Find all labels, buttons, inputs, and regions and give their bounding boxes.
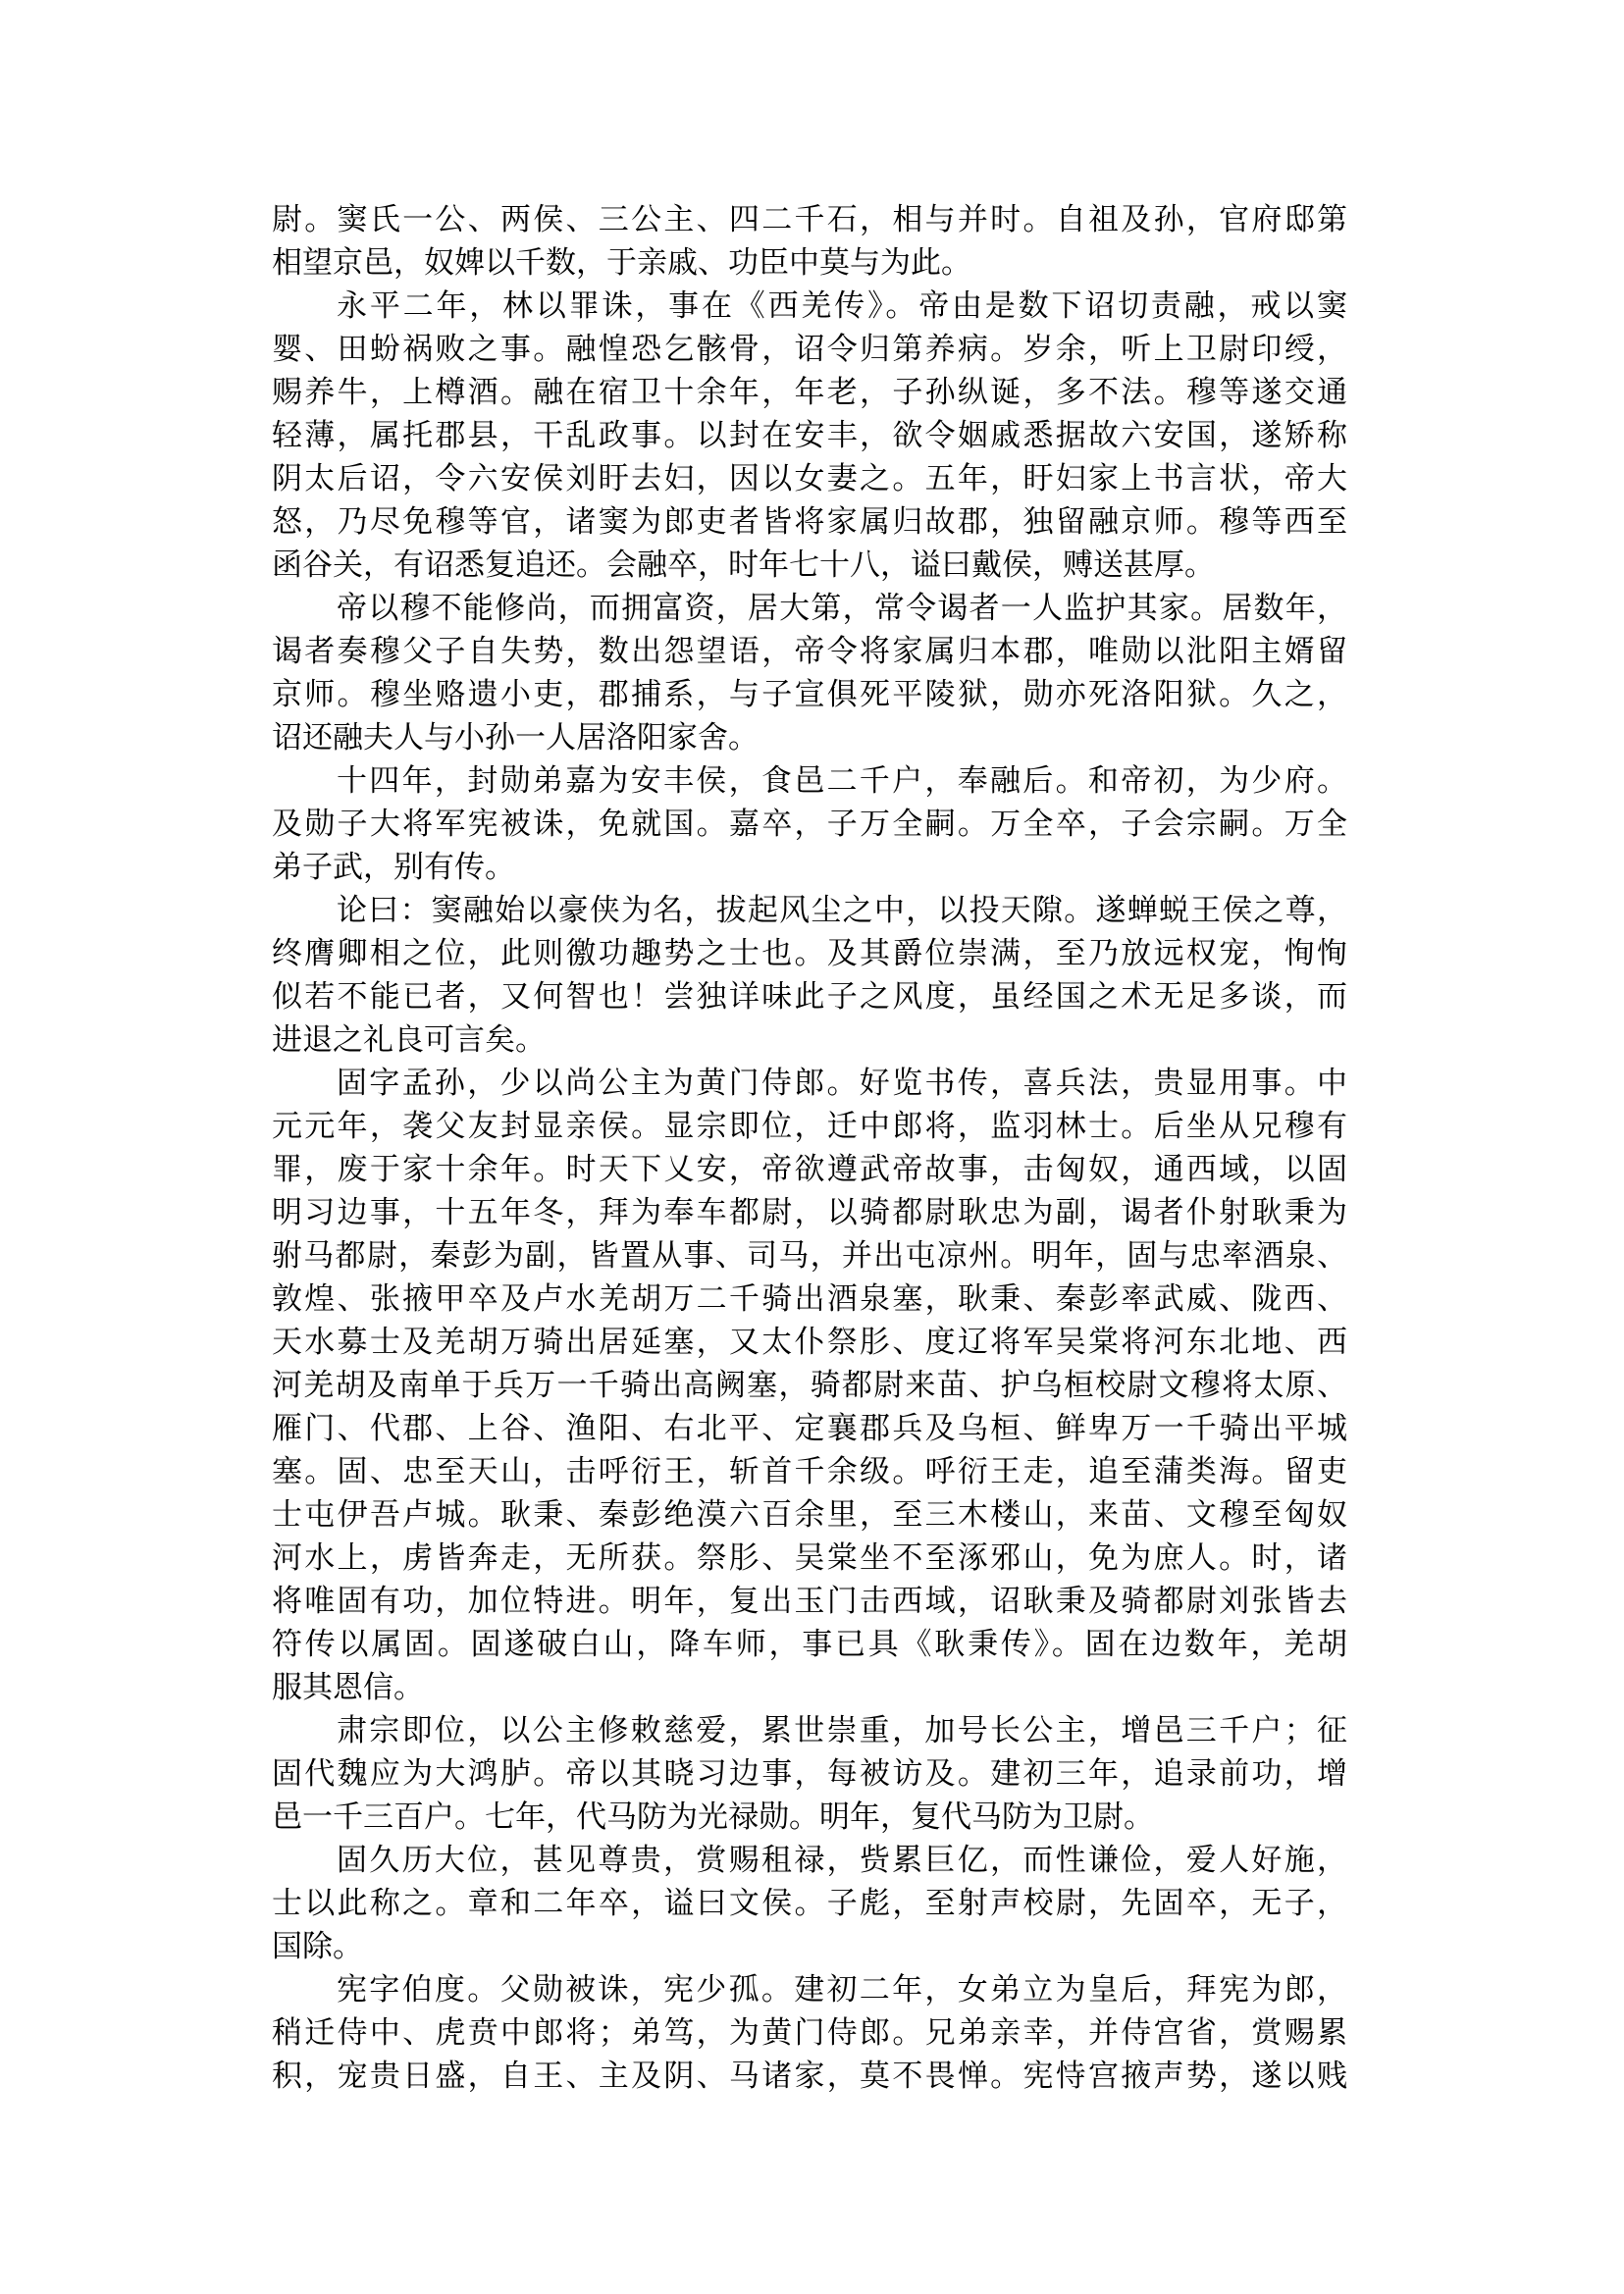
- text-line: 尉。窦氏一公、两侯、三公主、四二千石，相与并时。自祖及孙，官府邸第: [272, 202, 1347, 236]
- text-line: 天水募士及羌胡万骑出居延塞，又太仆祭肜、度辽将军吴棠将河东北地、西: [272, 1325, 1347, 1359]
- text-line: 积，宠贵日盛，自王、主及阴、马诸家，莫不畏惮。宪恃宫掖声势，遂以贱: [272, 2059, 1347, 2093]
- text-line: 将唯固有功，加位特进。明年，复出玉门击西域，诏耿秉及骑都尉刘张皆去: [272, 1584, 1347, 1618]
- text-line: 京师。穆坐赂遗小吏，郡捕系，与子宣俱死平陵狱，勋亦死洛阳狱。久之，: [272, 677, 1347, 711]
- text-line: 明习边事，十五年冬，拜为奉车都尉，以骑都尉耿忠为副，谒者仆射耿秉为: [272, 1195, 1347, 1229]
- text-line: 河羌胡及南单于兵万一千骑出高阙塞，骑都尉来苗、护乌桓校尉文穆将太原、: [272, 1368, 1347, 1402]
- text-line: 符传以属固。固遂破白山，降车师，事已具《耿秉传》。固在边数年，羌胡: [272, 1627, 1347, 1661]
- text-line: 塞。固、忠至天山，击呼衍王，斩首千余级。呼衍王走，追至蒲类海。留吏: [272, 1454, 1347, 1488]
- text-line: 诏还融夫人与小孙一人居洛阳家舍。: [272, 720, 759, 755]
- text-line: 函谷关，有诏悉复追还。会融卒，时年七十八，谥曰戴侯，赙送甚厚。: [272, 547, 1215, 582]
- text-line: 弟子武，别有传。: [272, 850, 515, 884]
- text-line: 帝以穆不能修尚，而拥富资，居大第，常令谒者一人监护其家。居数年，: [337, 591, 1347, 625]
- text-line: 元元年，袭父友封显亲侯。显宗即位，迁中郎将，监羽林士。后坐从兄穆有: [272, 1109, 1347, 1143]
- text-line: 固字孟孙，少以尚公主为黄门侍郎。好览书传，喜兵法，贵显用事。中: [337, 1066, 1347, 1100]
- text-line: 十四年，封勋弟嘉为安丰侯，食邑二千户，奉融后。和帝初，为少府。: [337, 763, 1347, 798]
- text-line: 谒者奏穆父子自失势，数出怨望语，帝令将家属归本郡，唯勋以沘阳主婿留: [272, 634, 1347, 668]
- text-line: 轻薄，属托郡县，干乱政事。以封在安丰，欲令姻戚悉据故六安国，遂矫称: [272, 418, 1347, 452]
- text-line: 罪，废于家十余年。时天下乂安，帝欲遵武帝故事，击匈奴，通西域，以固: [272, 1152, 1347, 1186]
- text-line: 怒，乃尽免穆等官，诸窦为郎吏者皆将家属归故郡，独留融京师。穆等西至: [272, 504, 1347, 539]
- text-line: 赐养牛，上樽酒。融在宿卫十余年，年老，子孙纵诞，多不法。穆等遂交通: [272, 375, 1347, 409]
- text-line: 及勋子大将军宪被诛，免就国。嘉卒，子万全嗣。万全卒，子会宗嗣。万全: [272, 807, 1347, 841]
- text-line: 终膺卿相之位，此则徼功趣势之士也。及其爵位崇满，至乃放远权宠，恂恂: [272, 936, 1347, 970]
- text-line: 相望京邑，奴婢以千数，于亲戚、功臣中莫与为此。: [272, 245, 971, 280]
- text-line: 肃宗即位，以公主修敕慈爱，累世崇重，加号长公主，增邑三千户；征: [337, 1713, 1347, 1747]
- text-line: 服其恩信。: [272, 1670, 424, 1704]
- text-line: 敦煌、张掖甲卒及卢水羌胡万二千骑出酒泉塞，耿秉、秦彭率武威、陇西、: [272, 1281, 1347, 1316]
- text-line: 稍迁侍中、虎贲中郎将；弟笃，为黄门侍郎。兄弟亲幸，并侍宫省，赏赐累: [272, 2015, 1347, 2050]
- text-line: 雁门、代郡、上谷、渔阳、右北平、定襄郡兵及乌桓、鲜卑万一千骑出平城: [272, 1411, 1347, 1445]
- text-line: 婴、田蚡祸败之事。融惶恐乞骸骨，诏令归第养病。岁余，听上卫尉印绶，: [272, 332, 1347, 366]
- text-line: 固久历大位，甚见尊贵，赏赐租禄，赀累巨亿，而性谦俭，爱人好施，: [337, 1843, 1347, 1877]
- text-line: 宪字伯度。父勋被诛，宪少孤。建初二年，女弟立为皇后，拜宪为郎，: [337, 1972, 1347, 2007]
- text-line: 阴太后诏，令六安侯刘盱去妇，因以女妻之。五年，盱妇家上书言状，帝大: [272, 461, 1347, 495]
- text-line: 士屯伊吾卢城。耿秉、秦彭绝漠六百余里，至三木楼山，来苗、文穆至匈奴: [272, 1497, 1347, 1532]
- text-line: 驸马都尉，秦彭为副，皆置从事、司马，并出屯凉州。明年，固与忠率酒泉、: [272, 1238, 1347, 1273]
- page-text: [272, 198, 1347, 2098]
- text-line: 邑一千三百户。七年，代马防为光禄勋。明年，复代马防为卫尉。: [272, 1799, 1154, 1834]
- text-line: 永平二年，林以罪诛，事在《西羌传》。帝由是数下诏切责融，戒以窦: [337, 288, 1347, 323]
- text-line: 国除。: [272, 1929, 363, 1963]
- text-line: 进退之礼良可言矣。: [272, 1022, 546, 1057]
- text-line: 论曰：窦融始以豪侠为名，拔起风尘之中，以投天隙。遂蝉蜕王侯之尊，: [337, 893, 1347, 927]
- text-line: 士以此称之。章和二年卒，谥曰文侯。子彪，至射声校尉，先固卒，无子，: [272, 1886, 1347, 1920]
- text-line: 河水上，虏皆奔走，无所获。祭肜、吴棠坐不至涿邪山，免为庶人。时，诸: [272, 1540, 1347, 1575]
- text-line: 固代魏应为大鸿胪。帝以其晓习边事，每被访及。建初三年，追录前功，增: [272, 1756, 1347, 1791]
- text-line: 似若不能已者，又何智也！尝独详味此子之风度，虽经国之术无足多谈，而: [272, 979, 1347, 1014]
